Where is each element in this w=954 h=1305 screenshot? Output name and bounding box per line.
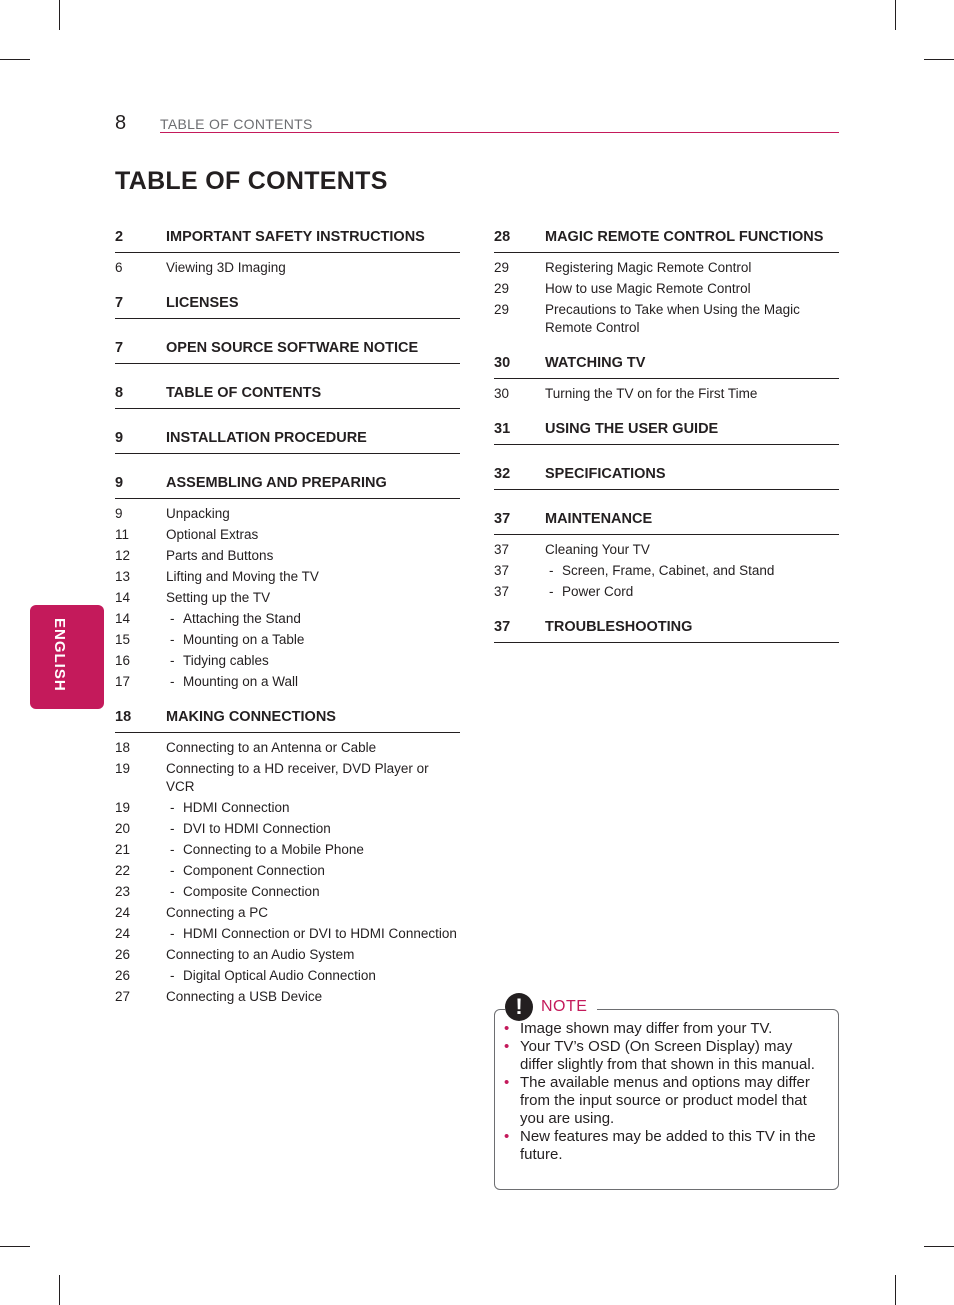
toc-item-text: - Attaching the Stand bbox=[166, 610, 460, 628]
toc-section-heading bbox=[494, 354, 839, 379]
toc-section-title: WATCHING TV bbox=[545, 355, 646, 371]
toc-item-page: 23 bbox=[115, 884, 131, 899]
toc-section-title: SPECIFICATIONS bbox=[545, 466, 666, 482]
toc-section-page: 31 bbox=[494, 421, 511, 437]
toc-section-heading bbox=[115, 228, 460, 253]
toc-section-title: MAGIC REMOTE CONTROL FUNCTIONS bbox=[545, 229, 824, 245]
toc-section-heading bbox=[115, 294, 460, 319]
toc-item bbox=[115, 760, 460, 796]
toc-item-text: Viewing 3D Imaging bbox=[166, 260, 286, 275]
toc-section-page: 28 bbox=[494, 229, 511, 245]
toc-item-page: 15 bbox=[115, 632, 131, 647]
note-list bbox=[503, 1020, 824, 1164]
toc-subitem bbox=[494, 583, 839, 601]
toc-item bbox=[494, 259, 839, 277]
toc-section-page: 9 bbox=[115, 430, 124, 446]
exclamation-icon: ! bbox=[505, 993, 533, 1021]
toc-section-heading bbox=[115, 339, 460, 364]
toc-item-page: 26 bbox=[115, 947, 131, 962]
toc-item bbox=[115, 739, 460, 757]
toc-item bbox=[115, 568, 460, 586]
toc-item bbox=[494, 301, 839, 337]
toc-section bbox=[115, 384, 460, 409]
toc-section bbox=[494, 354, 839, 403]
toc-subitem bbox=[115, 799, 460, 817]
toc-item-list bbox=[115, 499, 460, 691]
toc-item-text: Setting up the TV bbox=[166, 590, 271, 605]
toc-item-text: - Mounting on a Table bbox=[166, 631, 460, 649]
toc-section-title: LICENSES bbox=[166, 295, 239, 311]
note-item: • Image shown may differ from your TV. bbox=[503, 1020, 824, 1038]
toc-section-heading bbox=[494, 510, 839, 535]
toc-section-title: MAINTENANCE bbox=[545, 511, 653, 527]
page-number: 8 bbox=[115, 112, 127, 134]
toc-item-text: Optional Extras bbox=[166, 527, 259, 542]
note-item: • Your TV’s OSD (On Screen Display) may differ slightly from that shown in this manual. bbox=[503, 1038, 824, 1074]
toc-item-text: - Tidying cables bbox=[166, 652, 460, 670]
crop-mark bbox=[895, 1275, 896, 1305]
toc-item-page: 37 bbox=[494, 542, 510, 557]
note-label: NOTE bbox=[541, 998, 588, 1015]
toc-section bbox=[115, 294, 460, 319]
toc-item-text: - Mounting on a Wall bbox=[166, 673, 460, 691]
toc-item bbox=[115, 946, 460, 964]
toc-item-text: - Connecting to a Mobile Phone bbox=[166, 841, 460, 859]
toc-item-list bbox=[115, 733, 460, 1006]
toc-section-heading bbox=[115, 429, 460, 454]
toc-item-text: Connecting to an Antenna or Cable bbox=[166, 740, 377, 755]
toc-subitem bbox=[115, 883, 460, 901]
toc-item-text: - Composite Connection bbox=[166, 883, 460, 901]
page-header bbox=[115, 112, 839, 134]
toc-item-text: - Digital Optical Audio Connection bbox=[166, 967, 460, 985]
toc-item bbox=[115, 904, 460, 922]
toc-section bbox=[115, 429, 460, 454]
toc-item-page: 19 bbox=[115, 761, 131, 776]
toc-section-page: 9 bbox=[115, 475, 124, 491]
note-header bbox=[505, 992, 597, 1022]
toc-item-text: - HDMI Connection or DVI to HDMI Connection bbox=[166, 925, 460, 943]
toc-section bbox=[115, 708, 460, 1006]
toc-section-heading bbox=[115, 708, 460, 733]
toc-item-page: 26 bbox=[115, 968, 131, 983]
toc-section-title: MAKING CONNECTIONS bbox=[166, 709, 336, 725]
toc-item-page: 13 bbox=[115, 569, 131, 584]
toc-item bbox=[115, 505, 460, 523]
toc-subitem bbox=[115, 841, 460, 859]
toc-item-page: 24 bbox=[115, 926, 131, 941]
toc-item-text: Unpacking bbox=[166, 506, 230, 521]
toc-item-page: 29 bbox=[494, 281, 510, 296]
toc-item-page: 17 bbox=[115, 674, 131, 689]
toc-item bbox=[494, 385, 839, 403]
header-title: TABLE OF CONTENTS bbox=[160, 116, 313, 132]
toc-subitem bbox=[115, 631, 460, 649]
toc-item-page: 30 bbox=[494, 386, 510, 401]
crop-mark bbox=[0, 59, 30, 60]
toc-item-text: Connecting a USB Device bbox=[166, 989, 323, 1004]
toc-section-title: OPEN SOURCE SOFTWARE NOTICE bbox=[166, 340, 419, 356]
toc-item-text: Connecting to a HD receiver, DVD Player or VCR bbox=[166, 761, 429, 794]
toc-item-page: 29 bbox=[494, 260, 510, 275]
toc-item-page: 37 bbox=[494, 563, 510, 578]
toc-item bbox=[115, 547, 460, 565]
toc-item-page: 12 bbox=[115, 548, 131, 563]
crop-mark bbox=[59, 1275, 60, 1305]
toc-item-page: 18 bbox=[115, 740, 131, 755]
toc-subitem bbox=[115, 673, 460, 691]
toc-section-heading bbox=[115, 474, 460, 499]
toc-item-page: 21 bbox=[115, 842, 131, 857]
toc-item-text: - Power Cord bbox=[545, 583, 839, 601]
toc-section-title: ASSEMBLING AND PREPARING bbox=[166, 475, 387, 491]
crop-mark bbox=[895, 0, 896, 30]
toc-item bbox=[115, 259, 460, 277]
toc-item-text: Connecting to an Audio System bbox=[166, 947, 355, 962]
toc-item-page: 19 bbox=[115, 800, 131, 815]
toc-item-text: Parts and Buttons bbox=[166, 548, 274, 563]
toc-item-text: - Screen, Frame, Cabinet, and Stand bbox=[545, 562, 839, 580]
crop-mark bbox=[924, 59, 954, 60]
toc-section bbox=[115, 474, 460, 691]
toc-item-text: Precautions to Take when Using the Magic Remote Control bbox=[545, 302, 800, 335]
toc-section-page: 32 bbox=[494, 466, 511, 482]
toc-item-list bbox=[115, 253, 460, 277]
toc-item-page: 37 bbox=[494, 584, 510, 599]
toc-section-page: 18 bbox=[115, 709, 132, 725]
toc-column-right bbox=[494, 228, 839, 663]
toc-item-text: Connecting a PC bbox=[166, 905, 269, 920]
toc-section-page: 37 bbox=[494, 619, 511, 635]
toc-section-heading bbox=[494, 465, 839, 490]
toc-section-title: TABLE OF CONTENTS bbox=[166, 385, 322, 401]
toc-item-text: Cleaning Your TV bbox=[545, 542, 650, 557]
toc-section bbox=[494, 510, 839, 601]
toc-section-heading bbox=[494, 618, 839, 643]
toc-section-page: 2 bbox=[115, 229, 124, 245]
toc-section-title: INSTALLATION PROCEDURE bbox=[166, 430, 367, 446]
toc-item-text: Registering Magic Remote Control bbox=[545, 260, 752, 275]
toc-column-left bbox=[115, 228, 460, 1023]
toc-item-page: 22 bbox=[115, 863, 131, 878]
header-rule bbox=[160, 132, 839, 133]
toc-item-page: 9 bbox=[115, 506, 123, 521]
toc-section-title: TROUBLESHOOTING bbox=[545, 619, 693, 635]
toc-subitem bbox=[115, 610, 460, 628]
note-box bbox=[494, 994, 839, 1190]
toc-item-list bbox=[494, 379, 839, 403]
toc-section-page: 37 bbox=[494, 511, 511, 527]
toc-subitem bbox=[494, 562, 839, 580]
toc-section-heading bbox=[115, 384, 460, 409]
toc-item-page: 14 bbox=[115, 611, 131, 626]
toc-section bbox=[115, 228, 460, 277]
toc-item-text: Lifting and Moving the TV bbox=[166, 569, 319, 584]
toc-section bbox=[494, 465, 839, 490]
toc-item-list bbox=[494, 253, 839, 337]
note-item: • The available menus and options may differ from the input source or product model that you are using. bbox=[503, 1074, 824, 1128]
toc-subitem bbox=[115, 652, 460, 670]
toc-subitem bbox=[115, 925, 460, 943]
toc-subitem bbox=[115, 862, 460, 880]
toc-item bbox=[115, 988, 460, 1006]
toc-item-text: - DVI to HDMI Connection bbox=[166, 820, 460, 838]
toc-section-heading bbox=[494, 228, 839, 253]
toc-section-title: IMPORTANT SAFETY INSTRUCTIONS bbox=[166, 229, 425, 245]
toc-item-text: - Component Connection bbox=[166, 862, 460, 880]
toc-item bbox=[494, 280, 839, 298]
toc-item-page: 14 bbox=[115, 590, 131, 605]
toc-section-title: USING THE USER GUIDE bbox=[545, 421, 719, 437]
toc-section-page: 30 bbox=[494, 355, 511, 371]
toc-item-page: 11 bbox=[115, 527, 130, 542]
toc-item-text: How to use Magic Remote Control bbox=[545, 281, 751, 296]
toc-item-page: 6 bbox=[115, 260, 123, 275]
page-title: TABLE OF CONTENTS bbox=[115, 167, 388, 195]
crop-mark bbox=[59, 0, 60, 30]
toc-item-page: 29 bbox=[494, 302, 510, 317]
toc-section-page: 7 bbox=[115, 340, 124, 356]
toc-section-heading bbox=[494, 420, 839, 445]
toc-item-text: Turning the TV on for the First Time bbox=[545, 386, 758, 401]
toc-item-page: 20 bbox=[115, 821, 131, 836]
toc-item-page: 16 bbox=[115, 653, 131, 668]
toc-section bbox=[494, 618, 839, 643]
toc-section-page: 8 bbox=[115, 385, 124, 401]
toc-item bbox=[115, 526, 460, 544]
toc-subitem bbox=[115, 820, 460, 838]
toc-section bbox=[494, 228, 839, 337]
toc-item bbox=[494, 541, 839, 559]
toc-item bbox=[115, 589, 460, 607]
toc-subitem bbox=[115, 967, 460, 985]
toc-item-page: 27 bbox=[115, 989, 131, 1004]
toc-item-page: 24 bbox=[115, 905, 131, 920]
toc-section-page: 7 bbox=[115, 295, 124, 311]
toc-item-list bbox=[494, 535, 839, 601]
crop-mark bbox=[924, 1246, 954, 1247]
crop-mark bbox=[0, 1246, 30, 1247]
toc-section bbox=[115, 339, 460, 364]
toc-item-text: - HDMI Connection bbox=[166, 799, 460, 817]
note-item: • New features may be added to this TV in the future. bbox=[503, 1128, 824, 1164]
toc-section bbox=[494, 420, 839, 445]
